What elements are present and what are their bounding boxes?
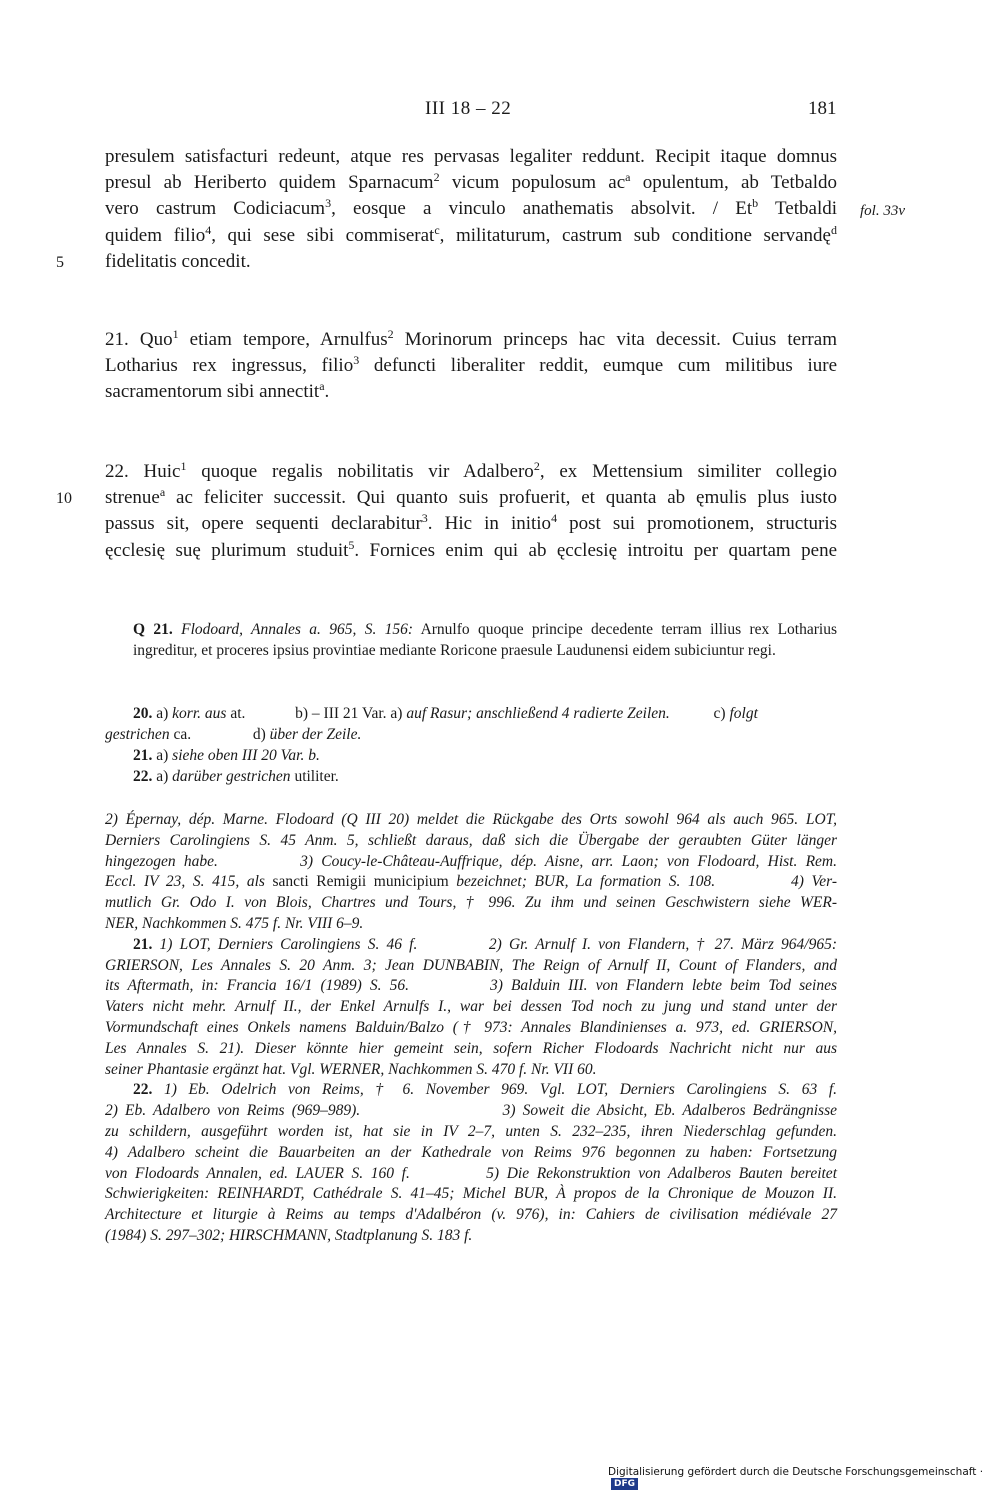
variant-row-21: 21. a) siehe oben III 20 Var. b. <box>133 747 320 764</box>
variant-apparatus: 20. a) korr. aus at. b) – III 21 Var. a) auf Rasur; anschließend 4 radierte Zeilen. c) folgt gestrichen ca. d) über der Zeile. 21. a) siehe oben III 20 Var. b. 22. a) darüber gestrichen utiliter. <box>105 703 837 787</box>
variant-row-22: 22. a) darüber gestrichen utiliter. <box>133 768 339 785</box>
margin-line-number-10: 10 <box>56 490 72 507</box>
source-apparatus: Q 21. Flodoard, Annales a. 965, S. 156: Arnulfo quoque principe decedente terram illius rex Lotharius ingreditur, et proceres ipsius provintiae mediante Roricone praesule Laudunensi eidem subiciuntur regi. <box>133 621 837 659</box>
chapter-20-continuation: presulem satisfacturi redeunt, atque res pervasas legaliter reddunt. Recipit itaque domnus presul ab Heriberto quidem Sparnacum$^2$ vicum populosum $ac^a$ opulentum, ab Tetbaldo vero castrum Codiciacum$^3$, eosque a vinculo anathematis absolvit. / Et$^b$ Tetbaldi quidem filio$^4$, qui sese sibi commiserat$^c$, militaturum, castrum sub conditione servandę$^d$ fidelitatis concedit. <box>105 146 837 272</box>
running-head: III 18 – 22 <box>425 98 512 119</box>
page-number: 181 <box>808 98 837 119</box>
margin-line-number-5: 5 <box>56 254 64 271</box>
chapter-22: 22. Huic$^1$ quoque regalis nobilitatis vir Adalbero$^2$, ex Mettensium similiter collegio strenue$^a$ ac feliciter successit. Qui quanto suis profuerit, et quanta ab ęmulis plus iusto passus sit, opere sequenti declarabitur$^3$. Hic in initio$^4$ post sui promotionem, structuris ęcclesię suę plurimum studuit$^5$. Fornices enim qui ab ęcclesię introitu per quartam pene <box>105 459 837 561</box>
funding-footer: Digitalisierung gefördert durch die Deutsche Forschungsgemeinschaft ·DFG <box>608 1466 984 1489</box>
dfg-logo: DFG <box>611 1478 638 1490</box>
commentary-apparatus: 2) Épernay, dép. Marne. Flodoard (Q III 20) meldet die Rückgabe des Orts sowohl 964 als auch 965. LOT, Derniers Carolingiens S. 45 Anm. 5, schließt daraus, daß sich die Übergabe der geraubten Güter länger hingezogen habe. 3) Coucy-le-Château-Auffrique, dép. Aisne, arr. Laon; von Flodoard, Hist. Rem. Eccl. IV 23, S. 415, als sancti Remigii municipium bezeichnet; BUR, La formation S. 108. 4) Ver- mutlich Gr. Odo I. von Blois, Chartres und Tours, † 996. Zu ihm und seinen Geschwistern siehe WER- NER, Nachkommen S. 475 f. Nr. VIII 6–9. 21. 1) LOT, Derniers Carolingiens S. 46 f. 2) Gr. Arnulf I. von Flandern, † 27. März 964/965: GRIERSON, Les Annales S. 20 Anm. 3; Jean DUNBABIN, The Reign of Arnulf II, Count of Flanders, and its Aftermath, in: Francia 16/1 (1989) S. 56. 3) Balduin III. von Flandern lebte beim Tod seines Vaters nicht mehr. Arnulf II., der Enkel Arnulfs I., war bei dessen Tod noch zu jung und stand unter der Vormundschaft eines Onkels namens Balduin/Balzo († 973: Annales Blandinienses a. 973, ed. GRIERSON, Les Annales S. 21). Dieser könnte hier gemeint sein, sofern Richer Flodoards Nachricht nicht nur aus seiner Phantasie ergänzt hat. Vgl. WERNER, Nachkommen S. 470 f. Nr. VII 60. 22. 1) Eb. Odelrich von Reims, † 6. November 969. Vgl. LOT, Derniers Carolingiens S. 63 f. 2) Eb. Adalbero von Reims (969–989). 3) Soweit die Absicht, Eb. Adalberos Bedrängnisse zu schildern, ausgeführt worden ist, hat sie in IV 2–7, unten S. 232–235, ihren Niederschlag gefunden. 4) Adalbero scheint die Bauarbeiten an der Kathedrale von Reims 976 begonnen zu haben: Fortsetzung von Flodoards Annalen, ed. LAUER S. 160 f. 5) Die Rekonstruktion von Adalberos Bauten bereitet Schwierigkeiten: REINHARDT, Cathédrale S. 41–45; Michel BUR, À propos de la Chronique de Mouzon II. Architecture et liturgie à Reims au temps d'Adalbéron (v. 976), in: Cahiers de civilisation médiévale 27 (1984) S. 297–302; HIRSCHMANN, Stadtplanung S. 183 f. <box>105 811 837 1244</box>
chapter-21: 21. Quo$^1$ etiam tempore, Arnulfus$^2$ Morinorum princeps hac vita decessit. Cuius terram Lotharius rex ingressus, filio$^3$ defuncti liberaliter reddit, eumque cum militibus iure sacramentorum sibi annectit$^a$. <box>105 327 837 403</box>
folio-marginal-note: fol. 33v <box>860 203 905 219</box>
variant-row-20: 20. a) korr. aus at. b) – III 21 Var. a) auf Rasur; anschließend 4 radierte Zeilen. c) folgt <box>133 705 758 722</box>
